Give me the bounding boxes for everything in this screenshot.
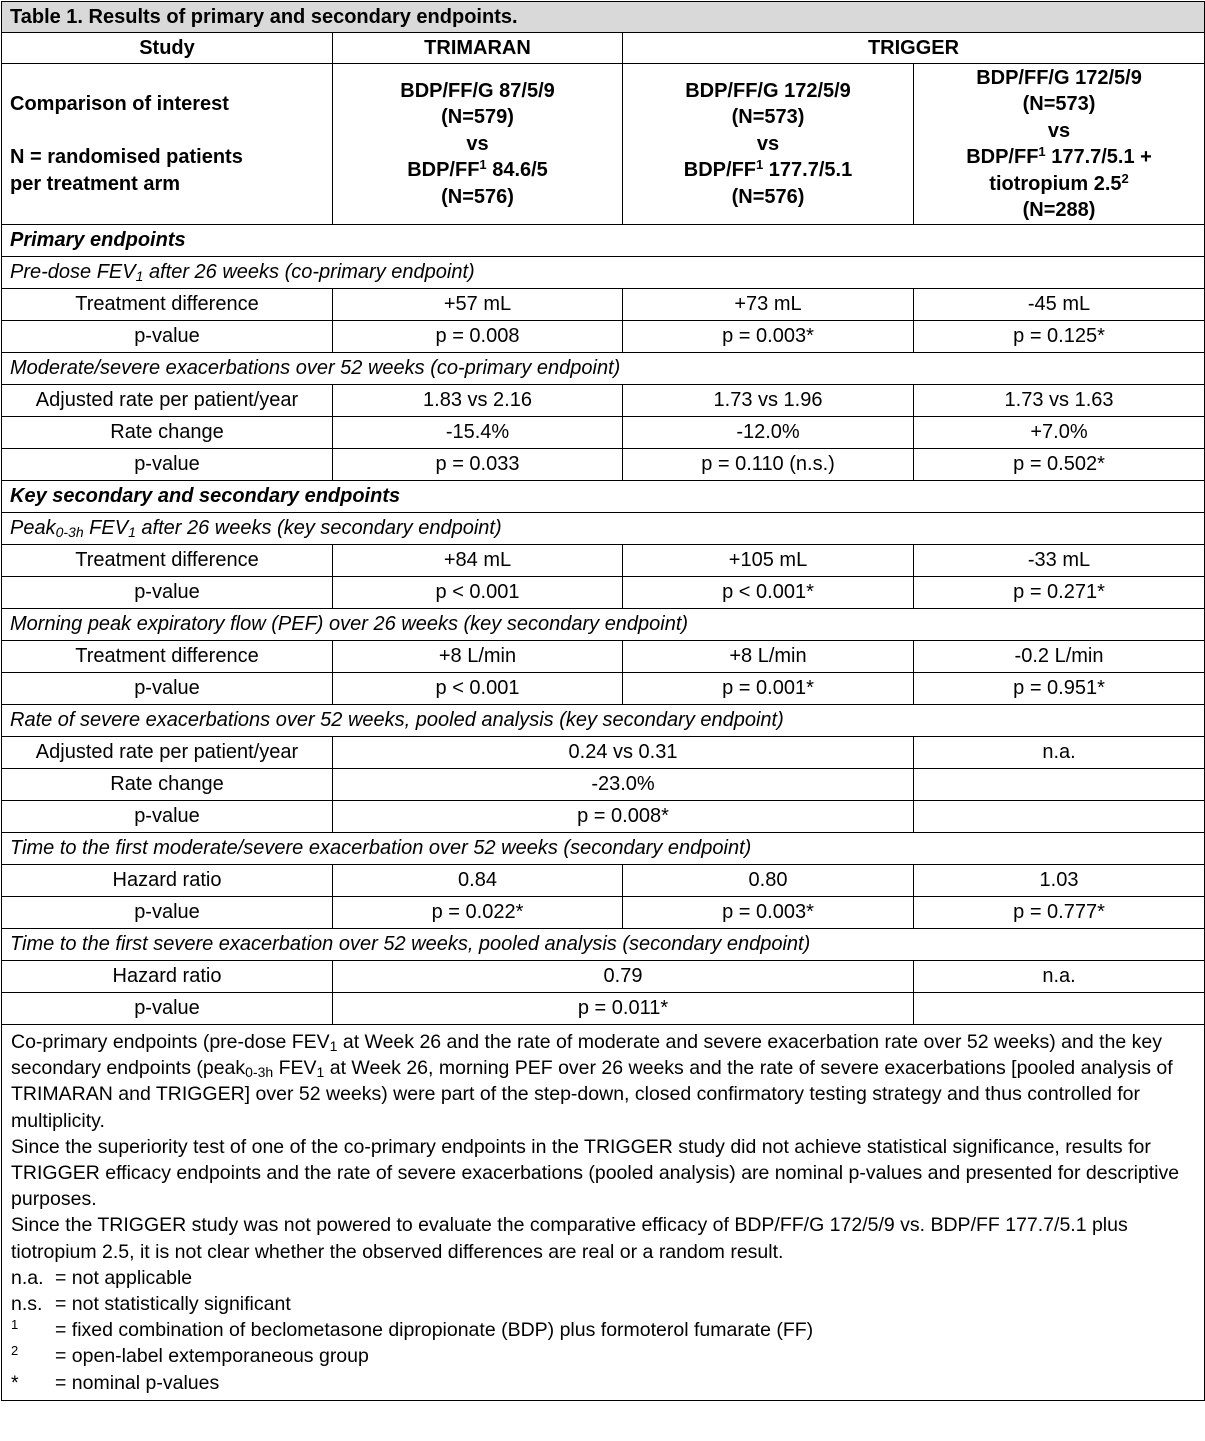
cell: 1.73 vs 1.96	[623, 385, 914, 417]
cell: n.a.	[914, 737, 1205, 769]
cell: p = 0.022*	[333, 897, 623, 929]
row-label: Treatment difference	[2, 289, 333, 321]
footnote-paragraph: Since the TRIGGER study was not powered to evaluate the comparative efficacy of BDP/FF/G 172/5/9 vs. BDP/FF 177.7/5.1 plus tiotropium 2.5, it is not clear whether the observed differences are real or a random result.	[11, 1214, 1128, 1263]
table-footnotes	[2, 1025, 1205, 1401]
legend-item: n.a. = not applicable	[11, 1266, 193, 1289]
row-label: Adjusted rate per patient/year	[2, 385, 333, 417]
cell: 1.83 vs 2.16	[333, 385, 623, 417]
row-label: p-value	[2, 801, 333, 833]
row-label: p-value	[2, 673, 333, 705]
table-row	[2, 449, 1205, 481]
cell: 1.03	[914, 865, 1205, 897]
cell: p = 0.003*	[623, 897, 914, 929]
row-label: Hazard ratio	[2, 961, 333, 993]
cell: +105 mL	[623, 545, 914, 577]
cell: +57 mL	[333, 289, 623, 321]
cell: p = 0.777*	[914, 897, 1205, 929]
cell: -12.0%	[623, 417, 914, 449]
table-row	[2, 577, 1205, 609]
cell: p < 0.001	[333, 577, 623, 609]
comparison-label: Comparison of interest N = randomised patients per treatment arm	[2, 64, 333, 225]
table-row	[2, 961, 1205, 993]
section-secondary: Key secondary and secondary endpoints	[2, 481, 1205, 513]
subsection-pef: Morning peak expiratory flow (PEF) over 26 weeks (key secondary endpoint)	[2, 609, 1205, 641]
table-row	[2, 385, 1205, 417]
row-label: p-value	[2, 897, 333, 929]
table-row	[2, 641, 1205, 673]
comparison-trimaran: BDP/FF/G 87/5/9 (N=579) vs BDP/$FF^1$ 84.6/5 (N=576)	[333, 64, 623, 225]
cell: p = 0.125*	[914, 321, 1205, 353]
comparison-trigger-2: BDP/FF/G 172/5/9 (N=573) vs BDP/$FF^1$ 177.7/5.1 + tiotropium $2.5^2$ (N=288)	[914, 64, 1205, 225]
header-study: Study	[2, 33, 333, 64]
row-label: p-value	[2, 993, 333, 1025]
cell: 1.73 vs 1.63	[914, 385, 1205, 417]
footnote-paragraph: Co-primary endpoints (pre-dose $FEV_1$ at Week 26 and the rate of moderate and severe exacerbation rate over 52 weeks) and the key secondary endpoints (peak$_{0-3h}$ $FEV_1$ at Week 26, morning PEF over 26 weeks and the rate of severe exacerbations [pooled analysis of TRIMARAN and TRIGGER] over 52 weeks) were part of the step-down, closed confirmatory testing strategy and thus controlled for multiplicity.	[11, 1031, 1173, 1132]
row-label: Rate change	[2, 417, 333, 449]
table-row	[2, 769, 1205, 801]
cell: n.a.	[914, 961, 1205, 993]
row-label: p-value	[2, 577, 333, 609]
row-label: Adjusted rate per patient/year	[2, 737, 333, 769]
subsection-first-severe: Time to the first severe exacerbation over 52 weeks, pooled analysis (secondary endpoint)	[2, 929, 1205, 961]
cell: p = 0.951*	[914, 673, 1205, 705]
table-row	[2, 993, 1205, 1025]
cell: p = 0.003*	[623, 321, 914, 353]
endpoints-table	[1, 1, 1205, 1401]
subsection-first-moderate: Time to the first moderate/severe exacerbation over 52 weeks (secondary endpoint)	[2, 833, 1205, 865]
row-label: Treatment difference	[2, 641, 333, 673]
cell: +8 L/min	[623, 641, 914, 673]
cell: 0.79	[333, 961, 914, 993]
row-label: Treatment difference	[2, 545, 333, 577]
legend-item: * = nominal p-values	[11, 1371, 220, 1394]
comparison-trigger-1: BDP/FF/G 172/5/9 (N=573) vs BDP/$FF^1$ 177.7/5.1 (N=576)	[623, 64, 914, 225]
cell: p = 0.011*	[333, 993, 914, 1025]
subsection-peak-fev1: Peak$_{0-3h}$ $FEV_1$ after 26 weeks (key secondary endpoint)	[2, 513, 1205, 545]
cell: p = 0.033	[333, 449, 623, 481]
header-trigger: TRIGGER	[623, 33, 1205, 64]
row-label: Rate change	[2, 769, 333, 801]
section-primary: Primary endpoints	[2, 225, 1205, 257]
cell: 0.80	[623, 865, 914, 897]
legend-item: $^1$ = fixed combination of beclometasone dipropionate (BDP) plus formoterol fumarate (FF)	[11, 1317, 814, 1342]
cell: -23.0%	[333, 769, 914, 801]
table-row	[2, 289, 1205, 321]
cell: -0.2 L/min	[914, 641, 1205, 673]
cell-empty	[914, 993, 1205, 1025]
cell: -33 mL	[914, 545, 1205, 577]
subsection-fev1: Pre-dose $FEV_1$ after 26 weeks (co-primary endpoint)	[2, 257, 1205, 289]
cell: p < 0.001	[333, 673, 623, 705]
cell: +84 mL	[333, 545, 623, 577]
cell: +73 mL	[623, 289, 914, 321]
cell: -15.4%	[333, 417, 623, 449]
cell-empty	[914, 801, 1205, 833]
table-row	[2, 417, 1205, 449]
cell: +7.0%	[914, 417, 1205, 449]
cell: p = 0.502*	[914, 449, 1205, 481]
footnote-paragraph: Since the superiority test of one of the co-primary endpoints in the TRIGGER study did not achieve statistical significance, results for TRIGGER efficacy endpoints and the rate of severe exacerbations (pooled analysis) are nominal p-values and presented for descriptive purposes.	[11, 1135, 1180, 1211]
cell: p < 0.001*	[623, 577, 914, 609]
cell-empty	[914, 769, 1205, 801]
table-row	[2, 321, 1205, 353]
cell: 0.84	[333, 865, 623, 897]
table-row	[2, 865, 1205, 897]
table-row	[2, 801, 1205, 833]
header-trimaran: TRIMARAN	[333, 33, 623, 64]
cell: p = 0.001*	[623, 673, 914, 705]
table-caption: Table 1. Results of primary and secondary endpoints.	[2, 2, 1205, 33]
subsection-severe-exacerbations: Rate of severe exacerbations over 52 weeks, pooled analysis (key secondary endpoint)	[2, 705, 1205, 737]
table-row	[2, 737, 1205, 769]
cell: p = 0.008*	[333, 801, 914, 833]
row-label: p-value	[2, 321, 333, 353]
table-row	[2, 545, 1205, 577]
subsection-exacerbations: Moderate/severe exacerbations over 52 weeks (co-primary endpoint)	[2, 353, 1205, 385]
legend-item: n.s. = not statistically significant	[11, 1293, 291, 1316]
row-label: Hazard ratio	[2, 865, 333, 897]
cell: 0.24 vs 0.31	[333, 737, 914, 769]
table-row	[2, 673, 1205, 705]
cell: p = 0.110 (n.s.)	[623, 449, 914, 481]
row-label: p-value	[2, 449, 333, 481]
cell: -45 mL	[914, 289, 1205, 321]
legend-item: $^2$ = open-label extemporaneous group	[11, 1343, 369, 1368]
cell: +8 L/min	[333, 641, 623, 673]
table-row	[2, 897, 1205, 929]
cell: p = 0.271*	[914, 577, 1205, 609]
cell: p = 0.008	[333, 321, 623, 353]
